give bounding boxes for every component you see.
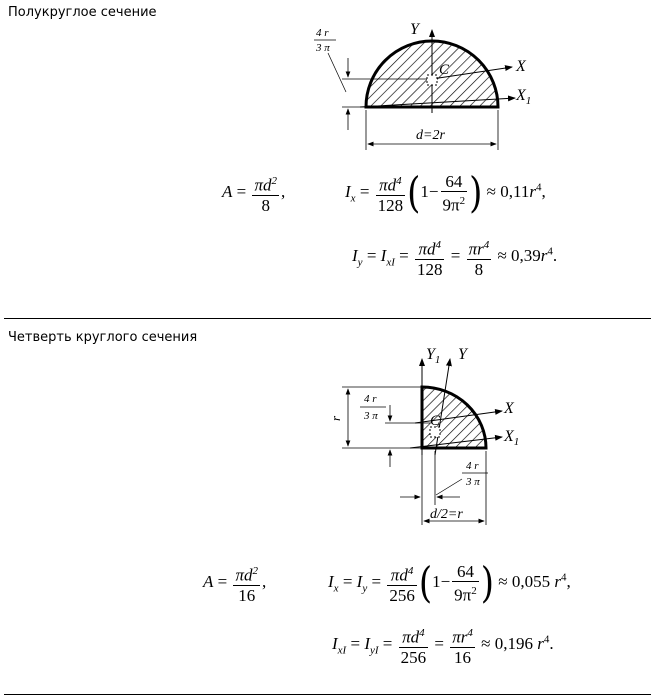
equation-ix1-quarter: $I_{xI} = I_{yI}$ = $\frac{\pi d^4}{256}$ = $\frac{\pi r^4}{16}$ ≈ 0,196 $r^4$. xyxy=(332,624,554,667)
label-y: Y xyxy=(410,21,419,38)
label-y1: $Y_1$ xyxy=(426,346,441,366)
quarter-circle-figure xyxy=(310,345,540,530)
label-c-quarter: C xyxy=(430,413,441,429)
section-divider xyxy=(4,318,651,319)
offset-den: 3 π xyxy=(316,42,330,54)
label-x-quarter: X xyxy=(504,400,514,417)
label-x1: $X_1$ xyxy=(516,87,532,107)
offset2-den-quarter: 3 π xyxy=(466,476,480,488)
semicircle-figure xyxy=(300,18,550,153)
label-x: X xyxy=(516,58,526,75)
centroid-marker xyxy=(427,75,437,85)
offset-num: 4 r xyxy=(316,27,329,39)
equation-ix-quarter: $I_x = I_y$ = $\frac{\pi d^4}{256}$ (1− $\frac{64}{9\pi^2}$ ) ≈ 0,055 $r^4$, xyxy=(328,558,571,609)
equation-ix-semicircle: $I_x$ = $\frac{\pi d^4}{128}$ (1− $\frac{64}{9\pi^2}$ ) ≈ $0,11r^4$, xyxy=(345,168,546,219)
section-divider-bottom xyxy=(4,694,651,695)
label-c: C xyxy=(439,62,450,78)
equation-iy-semicircle: $I_y = I_{xI}$ = $\frac{\pi d^4}{128}$ = $\frac{\pi r^4}{8}$ ≈ $0,39r^4$. xyxy=(352,236,557,279)
section-title-semicircle: Полукруглое сечение xyxy=(8,5,157,20)
equation-area-quarter: A = $\frac{\pi d^2}{16}$ , xyxy=(203,562,266,605)
offset-den-quarter: 3 π xyxy=(364,410,378,422)
width-label: d=2r xyxy=(416,128,445,143)
label-x1-quarter: $X_1$ xyxy=(504,428,520,448)
label-y-quarter: Y xyxy=(458,346,467,363)
label-r: r xyxy=(328,415,343,421)
offset-num-quarter: 4 r xyxy=(364,393,377,405)
equation-area-semicircle: A = $\frac{\pi d^2}{8}$ , xyxy=(222,172,285,215)
section-title-quarter-circle: Четверть круглого сечения xyxy=(8,330,198,345)
offset2-num-quarter: 4 r xyxy=(466,460,479,472)
width-label-quarter: d/2=r xyxy=(430,507,463,522)
